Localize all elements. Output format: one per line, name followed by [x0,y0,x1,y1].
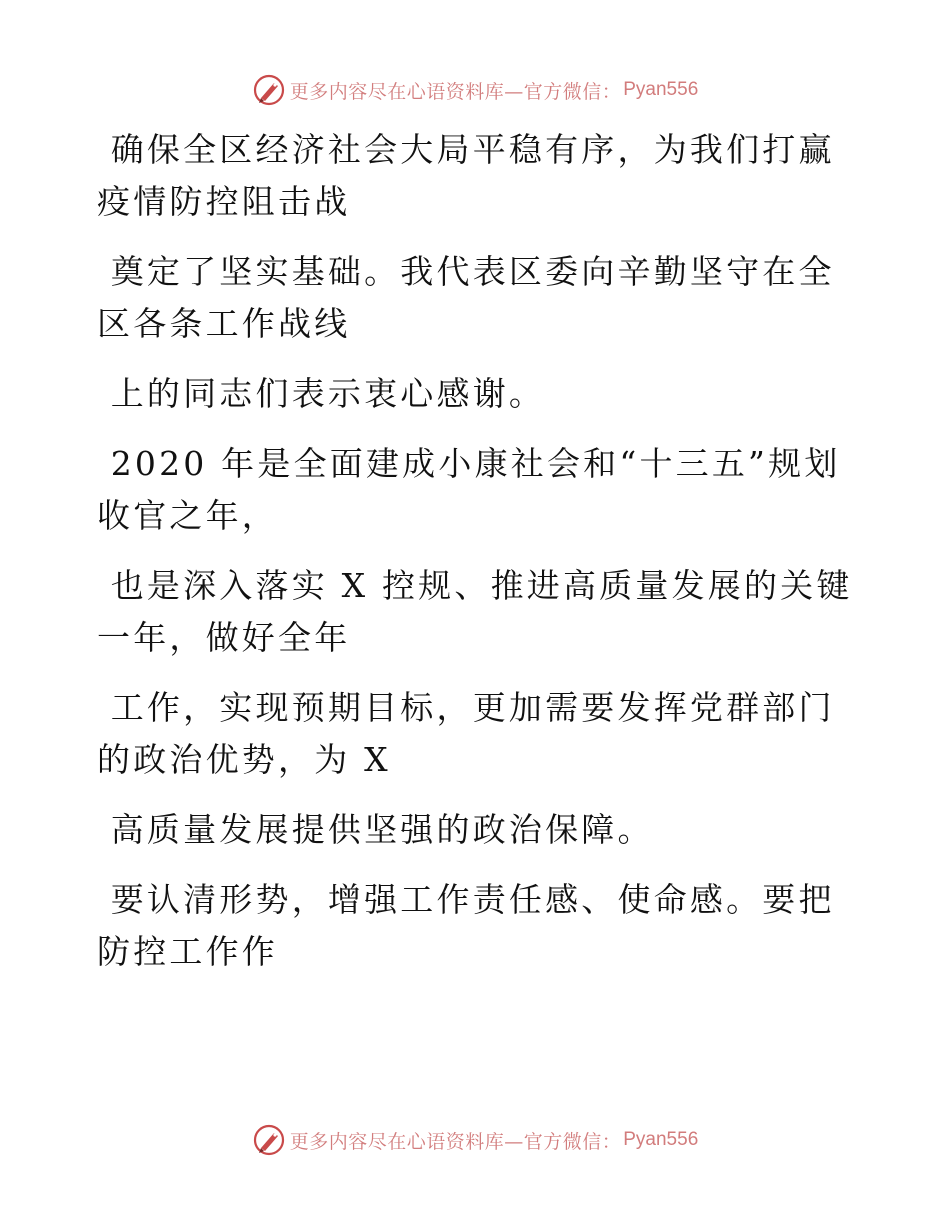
paragraph-2: 奠定了坚实基础。我代表区委向辛勤坚守在全区各条工作战线 [97,252,835,343]
pen-logo-icon [252,1123,286,1157]
watermark-handle: Pyan556 [623,79,699,100]
paragraph-1: 确保全区经济社会大局平稳有序，为我们打赢疫情防控阻击战 [97,130,835,221]
paragraph-6: 工作，实现预期目标，更加需要发挥党群部门的政治优势，为 X [97,688,835,779]
watermark-handle: Pyan556 [623,1129,699,1150]
paragraph-5: 也是深入落实 X 控规、推进高质量发展的关键一年，做好全年 [97,566,853,657]
footer-watermark [0,1120,950,1160]
document-body [97,124,857,996]
watermark-text: 更多内容尽在心语资料库—官方微信： [289,1130,622,1153]
paragraph-7: 高质量发展提供坚强的政治保障。 [97,810,654,849]
paragraph-3: 上的同志们表示衷心感谢。 [97,374,546,413]
header-watermark [0,70,950,110]
paragraph-8: 要认清形势，增强工作责任感、使命感。要把防控工作作 [97,880,835,971]
watermark-text: 更多内容尽在心语资料库—官方微信： [289,80,622,103]
paragraph-4: 2020 年是全面建成小康社会和“十三五”规划收官之年， [97,444,841,535]
pen-logo-icon [252,73,286,107]
